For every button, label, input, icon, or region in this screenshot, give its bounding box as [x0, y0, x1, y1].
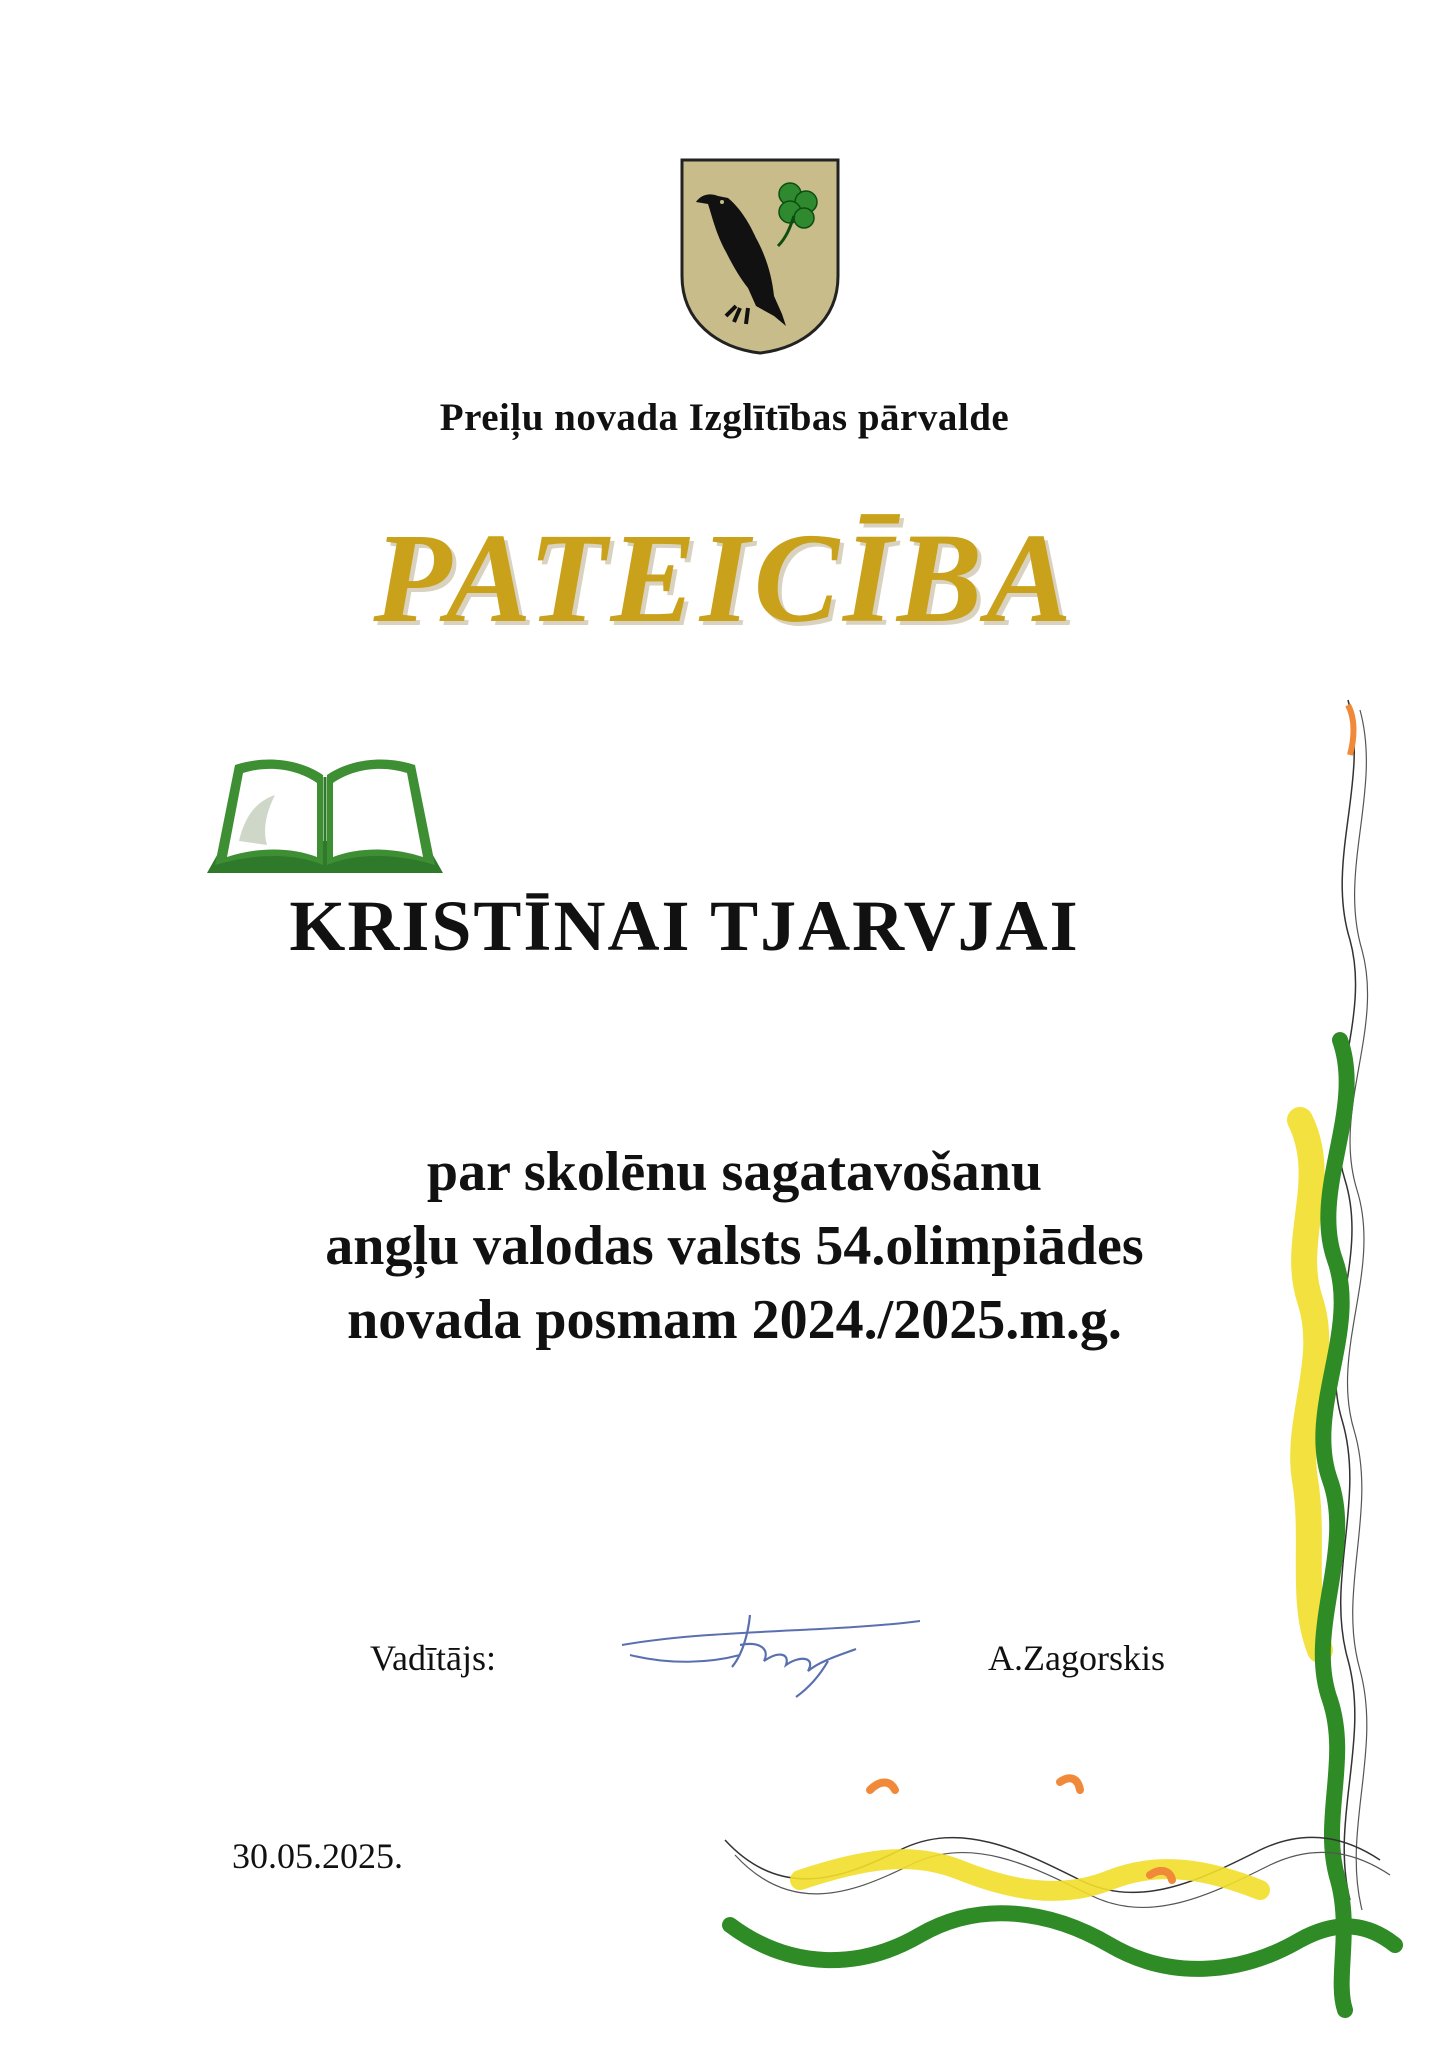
- reason-line: novada posmam 2024./2025.m.g.: [347, 1289, 1122, 1351]
- recipient-name: KRISTĪNAI TJARVJAI: [289, 886, 1080, 966]
- certificate-title: PATEICĪBA: [373, 507, 1076, 649]
- signer-label: Vadītājs:: [370, 1638, 496, 1678]
- issuer-name: Preiļu novada Izglītības pārvalde: [439, 396, 1010, 439]
- raven-clover-crest-icon: [678, 156, 842, 356]
- handwritten-signature: [620, 1605, 940, 1705]
- reason-text: [0, 1135, 1449, 1357]
- reason-line: angļu valodas valsts 54.olimpiādes: [325, 1215, 1144, 1277]
- signer-name: A.Zagorskis: [988, 1638, 1165, 1678]
- issue-date: 30.05.2025.: [232, 1836, 403, 1876]
- open-book-icon: [205, 745, 445, 880]
- reason-line: par skolēnu sagatavošanu: [426, 1141, 1043, 1203]
